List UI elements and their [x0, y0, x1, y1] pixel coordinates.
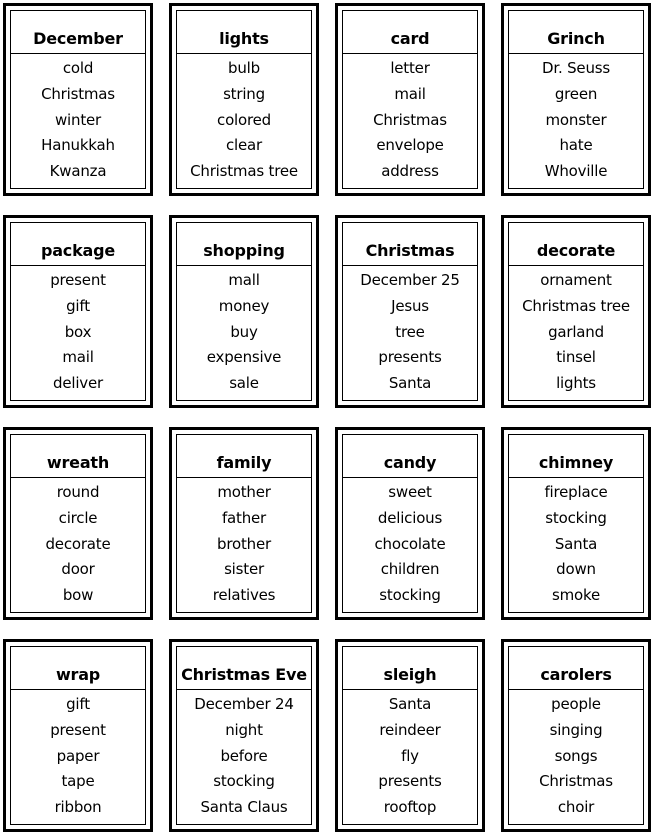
card-title: decorate	[536, 241, 616, 260]
card-frame	[176, 10, 312, 189]
word: present	[50, 271, 106, 289]
word: mail	[394, 84, 426, 103]
card-sleigh	[335, 639, 485, 832]
word-list	[177, 56, 311, 185]
card-frame	[342, 222, 478, 401]
word: Santa	[554, 534, 598, 553]
word-list	[343, 268, 477, 397]
word: envelope	[376, 136, 444, 155]
word-list	[11, 692, 145, 821]
word: expensive	[206, 348, 282, 367]
card-family	[169, 427, 319, 620]
card-divider	[177, 265, 311, 266]
card-title: wreath	[46, 453, 110, 472]
word-list	[177, 268, 311, 397]
word: chocolate	[374, 534, 446, 553]
word: mail	[62, 348, 94, 367]
word: round	[56, 483, 100, 501]
word: clear	[225, 136, 262, 155]
card-title: Christmas	[365, 241, 455, 260]
card-title: card	[390, 29, 430, 48]
card-grinch	[501, 3, 651, 196]
card-december	[3, 3, 153, 196]
card-divider	[11, 689, 145, 690]
card-divider	[177, 477, 311, 478]
word: paper	[56, 746, 100, 765]
word: deliver	[53, 374, 103, 393]
word: singing	[549, 720, 603, 739]
word: December 24	[194, 695, 294, 713]
word: sweet	[388, 483, 432, 501]
word: string	[223, 84, 265, 103]
word: Jesus	[391, 296, 429, 315]
word: Hanukkah	[41, 136, 115, 155]
word: people	[551, 695, 601, 713]
word: December 25	[360, 271, 460, 289]
word-list	[11, 268, 145, 397]
word: tape	[61, 772, 95, 791]
card-title: December	[33, 29, 123, 48]
card-chimney	[501, 427, 651, 620]
word: Christmas	[373, 110, 447, 129]
word: letter	[390, 59, 430, 77]
word: delicious	[377, 508, 443, 527]
card-package	[3, 215, 153, 408]
word: stocking	[213, 772, 275, 791]
card-frame	[342, 646, 478, 825]
word: box	[64, 322, 92, 341]
card-christmas-eve	[169, 639, 319, 832]
word-list	[177, 480, 311, 609]
word: stocking	[545, 508, 607, 527]
word: bow	[62, 586, 94, 605]
word: tree	[395, 322, 425, 341]
word: sister	[224, 560, 264, 579]
word: bulb	[228, 59, 260, 77]
card-wreath	[3, 427, 153, 620]
word: Christmas	[41, 84, 115, 103]
word: circle	[58, 508, 98, 527]
word-list	[343, 692, 477, 821]
word: present	[50, 720, 106, 739]
word: lights	[556, 374, 596, 393]
word: ribbon	[54, 798, 102, 817]
word: fly	[401, 746, 419, 765]
card-divider	[11, 477, 145, 478]
word-list	[509, 692, 643, 821]
card-frame	[176, 434, 312, 613]
word: monster	[545, 110, 607, 129]
card-shopping	[169, 215, 319, 408]
word: before	[220, 746, 268, 765]
word: Christmas tree	[190, 162, 298, 181]
word: green	[554, 84, 598, 103]
word-list	[11, 480, 145, 609]
card-divider	[509, 53, 643, 54]
card-divider	[177, 53, 311, 54]
card-christmas	[335, 215, 485, 408]
card-divider	[343, 265, 477, 266]
word: rooftop	[383, 798, 437, 817]
card-title: package	[40, 241, 116, 260]
word: reindeer	[379, 720, 441, 739]
card-frame	[176, 222, 312, 401]
word: down	[556, 560, 596, 579]
card-frame	[10, 222, 146, 401]
word: buy	[230, 322, 258, 341]
card-frame	[508, 10, 644, 189]
word: gift	[66, 695, 90, 713]
word: songs	[554, 746, 598, 765]
card-frame	[508, 646, 644, 825]
word: money	[218, 296, 270, 315]
card-divider	[509, 689, 643, 690]
word: presents	[378, 348, 442, 367]
card-carolers	[501, 639, 651, 832]
card-title: lights	[219, 29, 269, 48]
word: mall	[228, 271, 260, 289]
word: night	[225, 720, 263, 739]
word: father	[221, 508, 267, 527]
word: Whoville	[544, 162, 608, 181]
word: brother	[217, 534, 271, 553]
word: smoke	[552, 586, 600, 605]
card-title: chimney	[538, 453, 614, 472]
card-divider	[343, 689, 477, 690]
card-title: sleigh	[383, 665, 437, 684]
card-divider	[343, 53, 477, 54]
word: tinsel	[556, 348, 596, 367]
card-divider	[509, 265, 643, 266]
card-divider	[177, 689, 311, 690]
word: garland	[548, 322, 604, 341]
word: decorate	[45, 534, 111, 553]
card-frame	[508, 434, 644, 613]
word-list	[11, 56, 145, 185]
word: Santa Claus	[200, 798, 288, 817]
word: choir	[557, 798, 595, 817]
word: colored	[217, 110, 271, 129]
word: mother	[217, 483, 271, 501]
card-candy	[335, 427, 485, 620]
word: Christmas tree	[522, 296, 630, 315]
card-divider	[343, 477, 477, 478]
card-title: carolers	[540, 665, 612, 684]
card-frame	[508, 222, 644, 401]
word: relatives	[212, 586, 276, 605]
word: hate	[559, 136, 593, 155]
word: Dr. Seuss	[542, 59, 610, 77]
card-decorate	[501, 215, 651, 408]
word: Santa	[388, 374, 432, 393]
card-title: candy	[383, 453, 437, 472]
card-frame	[342, 434, 478, 613]
word-list	[343, 480, 477, 609]
card-frame	[10, 646, 146, 825]
card-divider	[11, 53, 145, 54]
word-list	[177, 692, 311, 821]
card-divider	[509, 477, 643, 478]
card-divider	[11, 265, 145, 266]
word: stocking	[379, 586, 441, 605]
card-card	[335, 3, 485, 196]
card-wrap	[3, 639, 153, 832]
card-frame	[342, 10, 478, 189]
word-list	[509, 480, 643, 609]
word: Christmas	[539, 772, 613, 791]
card-title: Grinch	[547, 29, 605, 48]
card-frame	[10, 434, 146, 613]
word: presents	[378, 772, 442, 791]
word-list	[509, 56, 643, 185]
word: cold	[62, 59, 94, 77]
word-list	[343, 56, 477, 185]
word: Santa	[388, 695, 432, 713]
word: door	[61, 560, 95, 579]
card-title: wrap	[55, 665, 101, 684]
word-list	[509, 268, 643, 397]
word: ornament	[540, 271, 612, 289]
card-lights	[169, 3, 319, 196]
word: Kwanza	[49, 162, 107, 181]
card-frame	[176, 646, 312, 825]
word: sale	[229, 374, 259, 393]
card-frame	[10, 10, 146, 189]
word: fireplace	[544, 483, 608, 501]
card-title: family	[216, 453, 272, 472]
card-title: shopping	[203, 241, 285, 260]
word: children	[380, 560, 440, 579]
card-title: Christmas Eve	[181, 665, 307, 684]
word: address	[381, 162, 439, 181]
word: gift	[66, 296, 90, 315]
word: winter	[54, 110, 102, 129]
